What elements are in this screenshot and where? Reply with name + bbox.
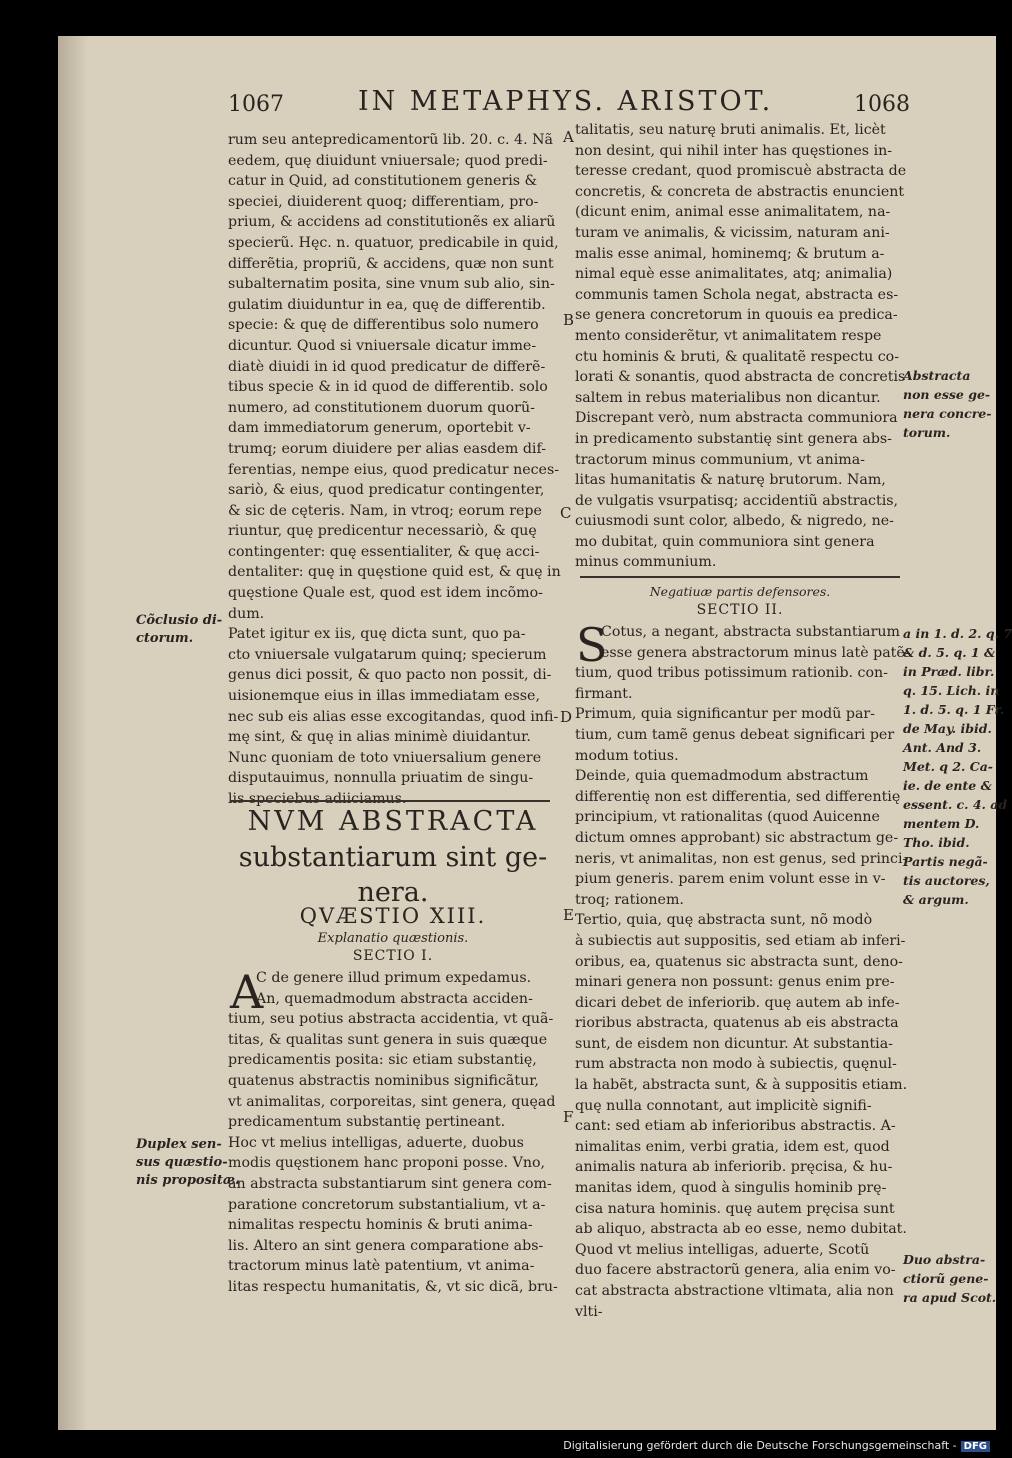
- margin-line: ctiorũ gene-: [903, 1271, 989, 1286]
- text-line: vlti-: [575, 1303, 603, 1320]
- margin-line: ra apud Scot.: [903, 1290, 997, 1305]
- text-line: titas, & qualitas sunt genera in suis quæque: [228, 1031, 548, 1048]
- page-number-right: 1068: [854, 92, 910, 117]
- text-line: ab aliquo, abstracta ab eo esse, nemo dubitat.: [575, 1221, 907, 1238]
- text-line: tibus specie & in id quod de differentib. solo: [228, 379, 548, 396]
- margin-line: Duplex sen-: [136, 1137, 222, 1152]
- margin-line: Tho. ibid.: [903, 835, 970, 850]
- margin-line: 1. d. 5. q. 1 Fr.: [903, 702, 1005, 717]
- right-column-text: [575, 120, 905, 573]
- margin-line: & d. 5. q. 1 &: [903, 645, 996, 660]
- margin-line: Met. q 2. Ca-: [903, 759, 993, 774]
- text-line: Nunc quoniam de toto vniuersalium genere: [228, 749, 542, 766]
- text-line: tractorum minus latè patentium, vt anima-: [228, 1258, 535, 1275]
- text-line: diatè diuidi in id quod predicatur de differẽ-: [228, 358, 546, 375]
- sectio-2-heading: SECTIO II.: [696, 602, 784, 618]
- text-line: tractorum minus communium, vt anima-: [575, 451, 865, 468]
- margin-line: nis propositæ.: [136, 1173, 240, 1188]
- text-line: catur in Quid, ad constitutionem generis &: [228, 173, 538, 190]
- text-line: nimalitas respectu hominis & bruti anima-: [228, 1217, 533, 1234]
- left-column-text: [228, 130, 561, 810]
- text-line: nimal equè esse animalitates, atq; animalia): [575, 266, 893, 283]
- margin-line: non esse ge-: [903, 387, 991, 402]
- section-letter-f: F: [563, 1108, 574, 1126]
- text-line: differentię non est differentia, sed differentię: [575, 788, 901, 805]
- text-line: saltem in rebus materialibus non dicantur.: [575, 389, 881, 406]
- text-line: uisionemque eius in illas immediatam esse,: [228, 688, 540, 705]
- text-line: specierũ. Hęc. n. quatuor, predicabile in quid,: [228, 234, 559, 251]
- text-line: lorati & sonantis, quod abstracta de concretis: [575, 369, 906, 386]
- text-line: cisa natura hominis. quę autem pręcisa sunt: [575, 1200, 895, 1217]
- text-line: Tertio, quia, quę abstracta sunt, nõ modò: [575, 912, 873, 929]
- text-line: sunt, de eisdem non dicuntur. At substantia-: [575, 1035, 893, 1052]
- question-title-line2: substantiarum sint ge-: [238, 842, 548, 873]
- text-line: Primum, quia significantur per modũ par-: [575, 706, 875, 723]
- text-line: Cotus, a negant, abstracta substantiarum: [601, 624, 900, 640]
- text-line: C de genere illud primum expedamus.: [256, 970, 532, 986]
- text-line: (dicunt enim, animal esse animalitatem, na-: [575, 204, 891, 221]
- divider-rule: [230, 800, 550, 802]
- section-letter-c: C: [560, 504, 572, 522]
- text-line: neris, vt animalitas, non est genus, sed princi-: [575, 850, 908, 867]
- text-line: dicuntur. Quod si vniuersale dicatur imme-: [228, 337, 537, 354]
- text-line: contingenter: quę essentialiter, & quę acci-: [228, 543, 540, 560]
- text-line: genus dici possit, & quo pacto non possit, di-: [228, 667, 552, 684]
- right-column-bottom-text: [575, 618, 910, 1322]
- text-line: de vulgatis vsurpatisq; accidentiũ abstractis,: [575, 492, 899, 509]
- text-line: lis. Altero an sint genera comparatione abs-: [228, 1237, 544, 1254]
- text-line: eedem, quę diuidunt vniuersale; quod predi-: [228, 152, 548, 169]
- text-line: firmant.: [575, 685, 633, 702]
- page-gutter-shadow: [58, 36, 88, 1430]
- text-line: talitatis, seu naturę bruti animalis. Et, licèt: [575, 122, 886, 138]
- text-line: differẽtia, propriũ, & accidens, quæ non sunt: [228, 255, 554, 272]
- text-line: Hoc vt melius intelligas, aduerte, duobus: [228, 1134, 524, 1151]
- text-line: communis tamen Schola negat, abstracta es-: [575, 286, 899, 303]
- text-line: tium, cum tamẽ genus debeat significari per: [575, 726, 895, 743]
- text-line: Patet igitur ex iis, quę dicta sunt, quo pa-: [228, 626, 526, 643]
- text-line: rioribus abstracta, quatenus ab eis abstracta: [575, 1015, 899, 1032]
- text-line: mę sint, & quę in alias minimè diuidantur.: [228, 729, 531, 746]
- margin-line: de May. ibid.: [903, 721, 992, 736]
- margin-line: Abstracta: [903, 368, 971, 383]
- text-line: disputauimus, nonnulla priuatim de singu-: [228, 770, 534, 787]
- dfg-logo: DFG: [961, 1441, 990, 1452]
- margin-line: q. 15. Lich. in: [903, 683, 1000, 698]
- text-line: manitas idem, quod à singulis hominib prę-: [575, 1180, 887, 1197]
- margin-line: & argum.: [903, 892, 969, 907]
- text-line: ctu hominis & bruti, & qualitatẽ respectu co-: [575, 348, 899, 365]
- text-line: quę nulla connotant, aut implicitè signifi-: [575, 1097, 872, 1114]
- text-line: Discrepant verò, num abstracta communiora: [575, 410, 898, 427]
- text-line: à subiectis aut suppositis, sed etiam ab inferi-: [575, 932, 906, 949]
- text-line: riuntur, quę predicentur necessariò, & quę: [228, 523, 537, 540]
- margin-line: nera concre-: [903, 406, 992, 421]
- digitization-footer: [563, 1439, 990, 1452]
- question-title-line1: NVM ABSTRACTA: [247, 806, 539, 837]
- text-line: mo dubitat, quin communiora sint genera: [575, 533, 875, 550]
- text-line: concretis, & concreta de abstractis enuncient: [575, 183, 905, 200]
- text-line: pium generis. parem enim volunt esse in v-: [575, 871, 886, 888]
- margin-line: Cõclusio di-: [136, 613, 223, 628]
- text-line: Deinde, quia quemadmodum abstractum: [575, 768, 869, 785]
- margin-line: Duo abstra-: [903, 1252, 986, 1267]
- text-line: trumq; eorum diuidere per alias easdem dif-: [228, 440, 547, 457]
- text-line: vt animalitas, corporeitas, sint genera, quęad: [228, 1093, 556, 1110]
- margin-line: ie. de ente &: [903, 778, 992, 793]
- text-line: rum seu antepredicamentorũ lib. 20. c. 4. Nã: [228, 132, 553, 148]
- margin-line: tis auctores,: [903, 873, 990, 888]
- section-letter-a: A: [563, 128, 574, 146]
- text-line: nimalitas enim, verbi gratia, idem est, quod: [575, 1138, 890, 1155]
- margin-line: a in 1. d. 2. q. 7: [903, 626, 1012, 641]
- text-line: mento considerẽtur, vt animalitatem respe: [575, 327, 882, 344]
- text-line: dicari debet de inferiorib. quę autem ab infe-: [575, 994, 900, 1011]
- text-line: tium, seu potius abstracta accidentia, vt quã-: [228, 1011, 554, 1028]
- drop-cap-a: A: [230, 965, 264, 1019]
- text-line: dam immediatorum generum, oportebit v-: [228, 420, 531, 437]
- text-line: paratione concretorum substantialium, vt a-: [228, 1196, 546, 1213]
- text-line: oribus, ea, quatenus sic abstracta sunt, deno-: [575, 953, 903, 970]
- text-line: troq; rationem.: [575, 891, 684, 908]
- text-line: An, quemadmodum abstracta acciden-: [256, 990, 533, 1007]
- text-line: quatenus abstractis nominibus significãtur,: [228, 1072, 539, 1089]
- text-line: minus communium.: [575, 554, 717, 571]
- margin-note-abstracta: [903, 366, 991, 442]
- text-line: litas humanitatis & naturę brutorum. Nam,: [575, 472, 886, 489]
- explanatio-heading: Explanatio quæstionis.: [317, 931, 469, 946]
- margin-note-duplex: [136, 1136, 240, 1190]
- text-line: lis speciebus adiiciamus.: [228, 791, 407, 807]
- margin-note-duo: [903, 1250, 996, 1307]
- text-line: quęstione Quale est, quod est idem incõmo-: [228, 585, 543, 602]
- text-line: modum totius.: [575, 747, 679, 764]
- text-line: duo facere abstractorũ genera, alia enim vo-: [575, 1262, 896, 1279]
- text-line: prium, & accidens ad constitutionẽs ex aliarũ: [228, 214, 556, 231]
- text-line: cto vniuersale vulgatarum quinq; specierum: [228, 646, 547, 663]
- section-letter-d: D: [560, 708, 573, 726]
- text-line: teresse credant, quod promiscuè abstracta de: [575, 163, 907, 180]
- text-line: sariò, & eius, quod predicatur contingenter,: [228, 482, 545, 499]
- text-line: la habẽt, abstracta sunt, & à suppositis etiam.: [575, 1077, 908, 1094]
- text-line: predicamentum substantię pertineant.: [228, 1114, 506, 1131]
- divider-rule-right: [580, 576, 900, 578]
- text-line: malis esse animal, hominemq; & brutum a-: [575, 245, 885, 262]
- margin-note-citations: [903, 624, 1012, 909]
- text-line: dentaliter: quę in quęstione quid est, & quę in: [228, 564, 561, 581]
- text-line: se genera concretorum in quouis ea predica-: [575, 307, 898, 324]
- text-line: animalis natura ab inferiorib. pręcisa, & hu-: [575, 1159, 893, 1176]
- text-line: litas respectu humanitatis, &, vt sic dicã, bru-: [228, 1278, 558, 1295]
- text-line: predicamentis posita: sic etiam substantię,: [228, 1052, 537, 1069]
- text-line: an abstracta substantiarum sint genera com-: [228, 1175, 552, 1192]
- left-column-bottom-text: [228, 965, 558, 1298]
- text-line: subalternatim posita, sine vnum sub alio, sin-: [228, 276, 555, 293]
- text-line: & sic de cęteris. Nam, in vtroq; eorum repe: [228, 502, 542, 519]
- margin-line: sus quæstio-: [136, 1155, 228, 1170]
- text-line: dictum omnes approbant) sic abstractum ge-: [575, 829, 899, 846]
- section-letter-e: E: [563, 906, 574, 924]
- text-line: tium, quod tribus potissimum rationib. con-: [575, 665, 888, 682]
- text-line: numero, ad constitutionem duorum quorũ-: [228, 399, 535, 416]
- footer-text: Digitalisierung gefördert durch die Deutsche Forschungsgemeinschaft -: [563, 1439, 957, 1452]
- drop-cap-s: S: [576, 618, 608, 672]
- text-line: turam ve animalis, & vicissim, naturam ani-: [575, 224, 890, 241]
- margin-line: Ant. And 3.: [903, 740, 982, 755]
- text-line: esse genera abstractorum minus latè patẽ-: [601, 644, 910, 661]
- text-line: modis quęstionem hanc proponi posse. Vno,: [228, 1155, 546, 1172]
- text-line: cant: sed etiam ab inferioribus abstractis. A-: [575, 1118, 896, 1135]
- margin-line: in Præd. libr.: [903, 664, 995, 679]
- text-line: rum abstracta non modo à subiectis, quęnul-: [575, 1056, 897, 1073]
- sectio-1-heading: SECTIO I.: [352, 948, 434, 964]
- text-line: principium, vt rationalitas (quod Auicenne: [575, 809, 880, 826]
- negatiua-heading: Negatiuæ partis defensores.: [649, 584, 831, 599]
- text-line: in predicamento substantię sint genera abs-: [575, 430, 892, 447]
- page-number-left: 1067: [228, 92, 284, 117]
- text-line: cuiusmodi sunt color, albedo, & nigredo, ne-: [575, 513, 894, 530]
- margin-line: Partis negã-: [903, 854, 988, 869]
- text-line: nec sub eis alias esse excogitandas, quod infi-: [228, 708, 559, 725]
- quaestio-heading: QVÆSTIO XIII.: [299, 904, 487, 928]
- margin-note-conclusio: [136, 612, 222, 648]
- text-line: ferentias, nempe eius, quod predicatur neces-: [228, 461, 560, 478]
- text-line: non desint, qui nihil inter has quęstiones in-: [575, 142, 893, 159]
- margin-line: ctorum.: [136, 631, 194, 646]
- margin-line: torum.: [903, 425, 951, 440]
- section-letter-b: B: [563, 311, 575, 329]
- text-line: speciei, diuiderent quoq; differentiam, pro-: [228, 193, 539, 210]
- question-title-line3: nera.: [357, 877, 429, 908]
- text-line: gulatim diuiduntur in ea, quę de differentib.: [228, 296, 546, 313]
- margin-line: mentem D.: [903, 816, 980, 831]
- book-page: [58, 36, 1012, 1430]
- text-line: dum.: [228, 605, 265, 622]
- text-line: Quod vt melius intelligas, aduerte, Scotũ: [575, 1241, 870, 1258]
- running-head: IN METAPHYS. ARISTOT.: [358, 86, 774, 117]
- text-line: minari genera non possunt: genus enim pre-: [575, 974, 895, 991]
- margin-line: essent. c. 4. ad: [903, 797, 1008, 812]
- text-line: specie: & quę de differentibus solo numero: [228, 317, 539, 334]
- text-line: cat abstracta abstractione vltimata, alia non: [575, 1283, 894, 1299]
